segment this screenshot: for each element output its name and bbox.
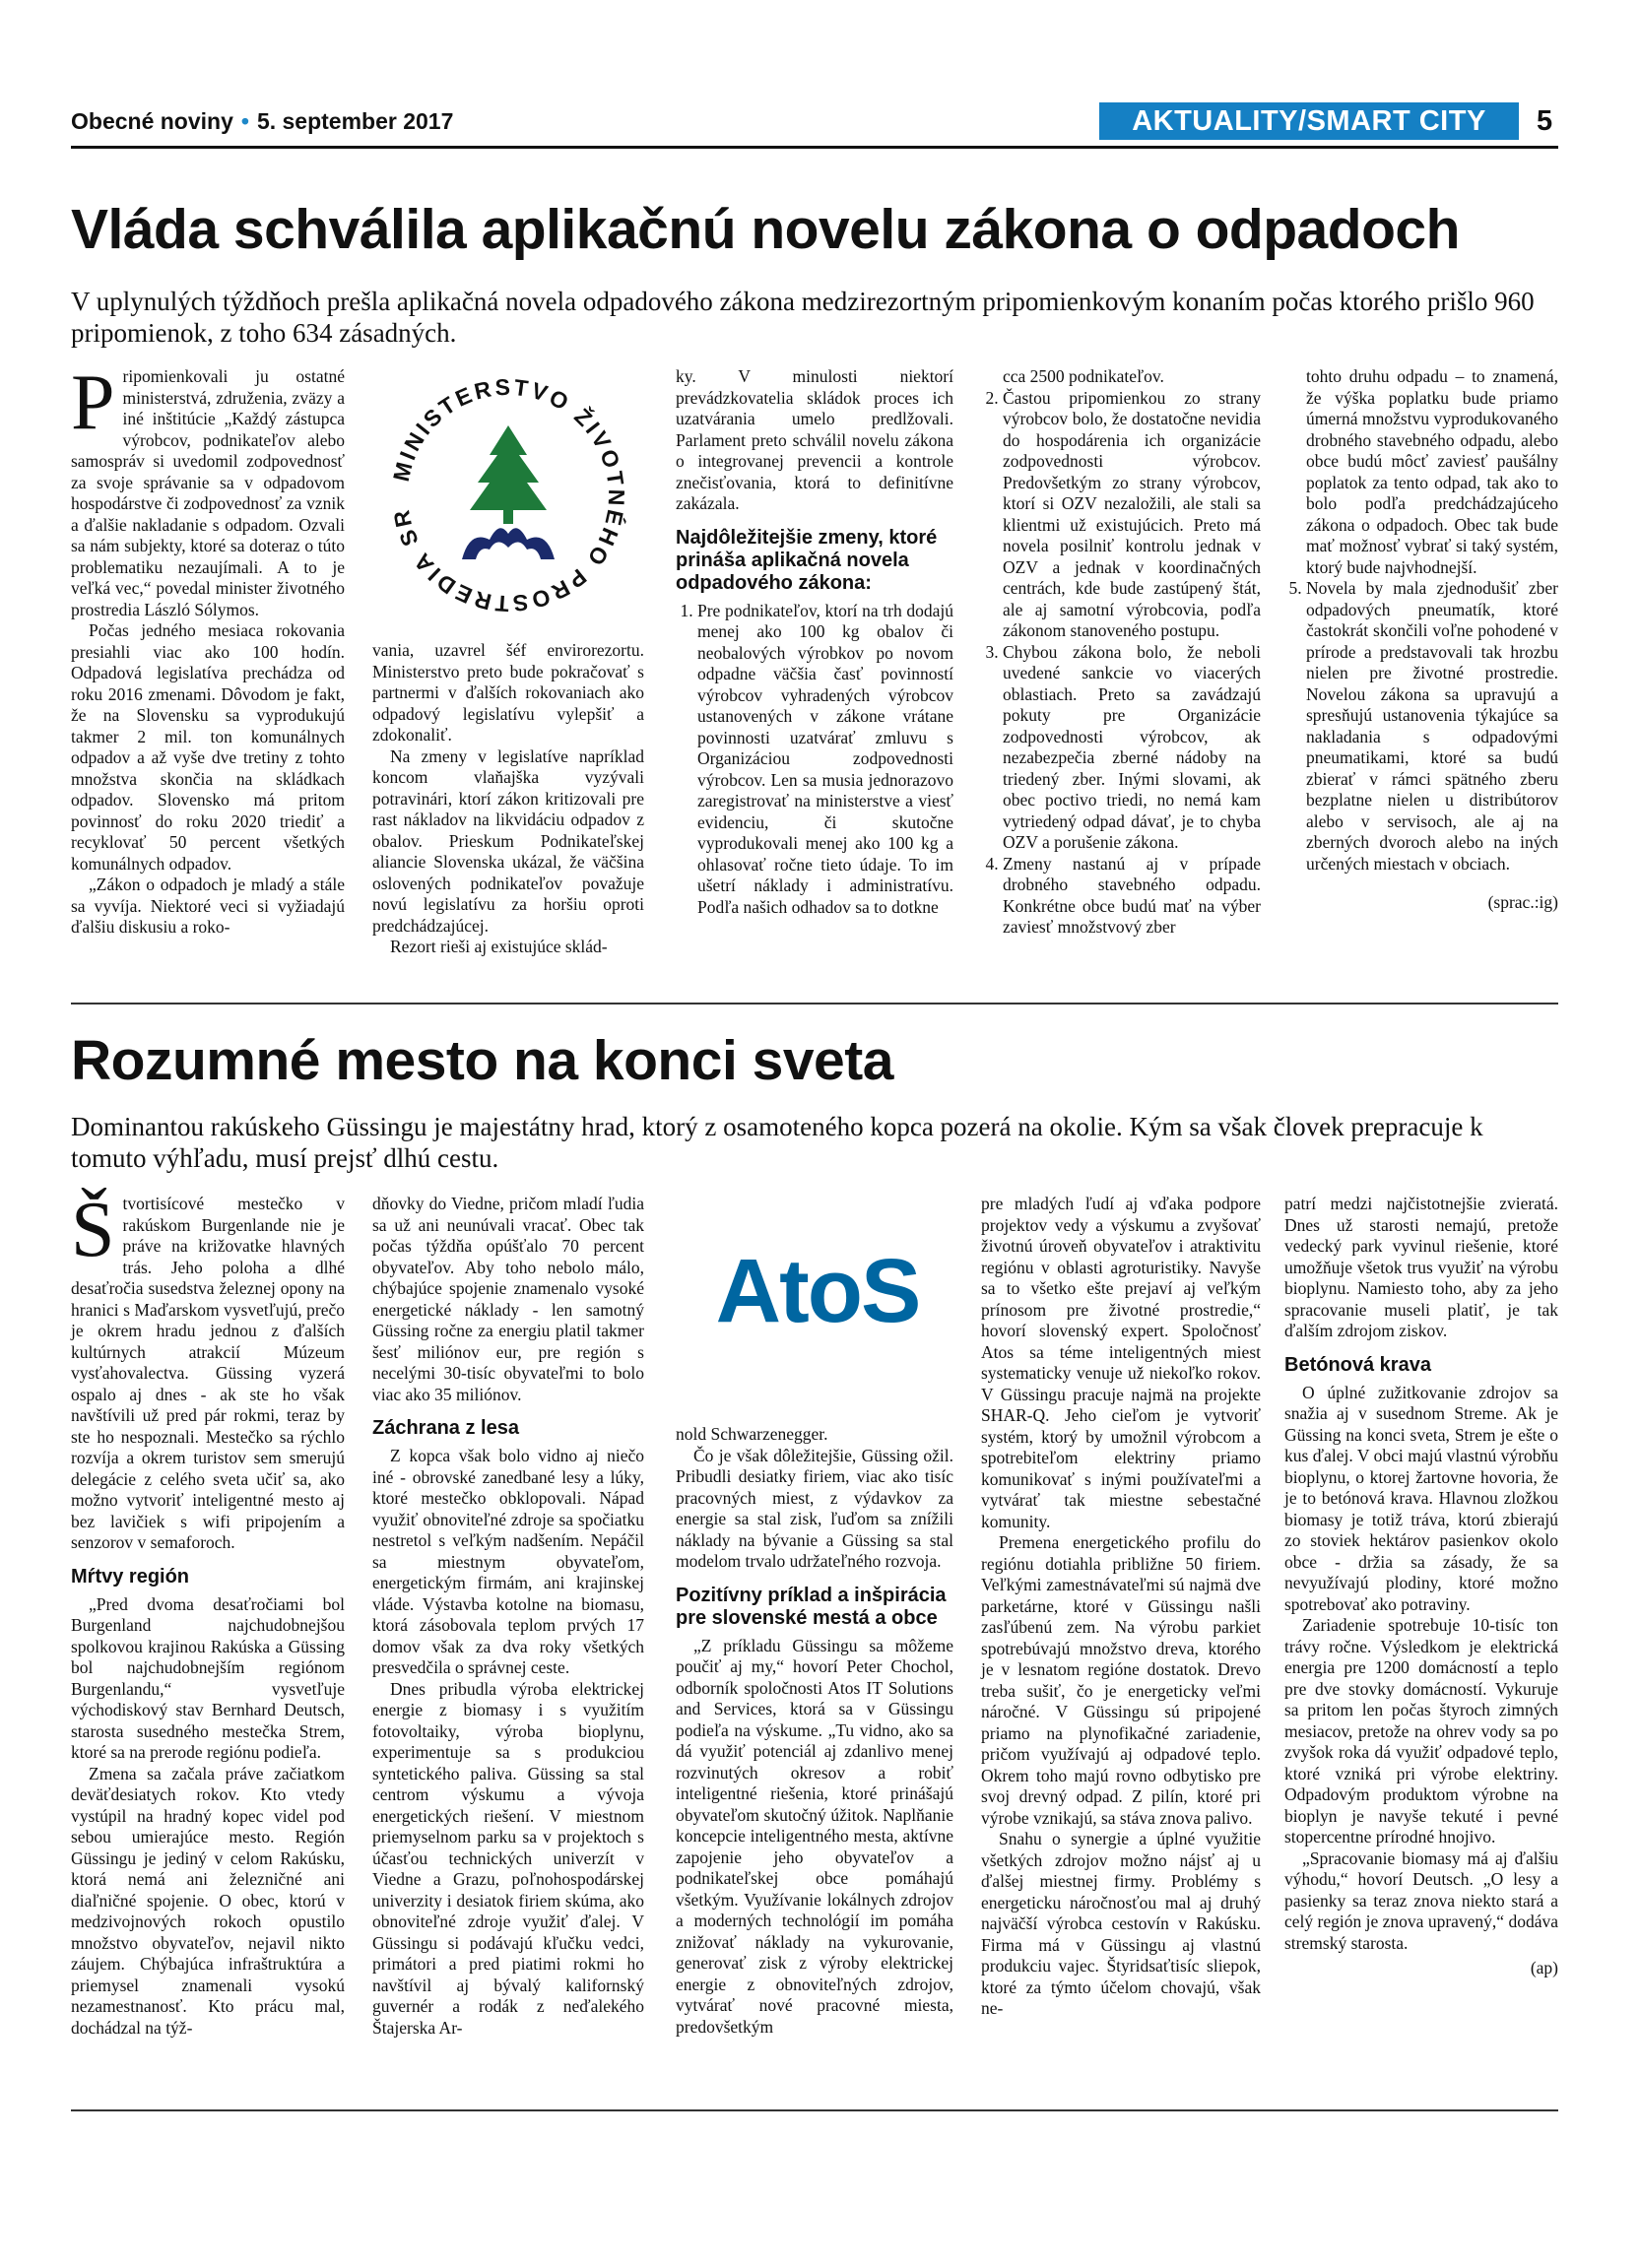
paragraph: Zariadenie spotrebuje 10-tisíc ton trávy ročne. Výsledkom je elektrická energia pre 1200 domácností a teplo pre dve stovky domácností. Vykuruje sa pritom len počas štyroch zimných mesiacov, pretože na ohrev vody sa po zvyšok roka dá využiť odpadové teplo, ktoré vzniká pri výrobe elektriny. Odpadovým produktom výrobne na bioplyn je navyše tekuté i pevné stopercentne prírodné hnojivo. [1284,1615,1558,1847]
subheading: Pozitívny príklad a inšpirácia pre slovenské mestá a obce [676,1584,947,1629]
paragraph: Čo je však dôležitejšie, Güssing ožil. Pribudli desiatky firiem, viac ako tisíc pracovných miest, z výdavkov za energie sa stal zisk, ľuďom sa znížili náklady na bývanie a Güssing sa stal modelom trvalo udržateľného rozvoja. [676,1445,953,1571]
paragraph: dňovky do Viedne, pričom mladí ľudia sa už ani neunúvali vracať. Obec tak počas týždňa opúšťalo 70 percent obyvateľov. Aby toho nebolo málo, chýbajúce spojenie znamenalo vysoké energetické náklady - len samotný Güssing ročne za energiu platil takmer šesť miliónov eur, pre región s necelými 30-tisíc obyvateľmi to bolo viac ako 35 miliónov. [372,1194,644,1404]
dropcap: P [71,359,115,446]
paragraph: ky. V minulosti niektorí prevádzkovatelia skládok proces ich uzatvárania umelo predlžovali. Parlament preto schválil novelu zákona o integrovanej prevencii a kontrole znečisťovania, ktorá to definitívne zakázala. [676,366,953,513]
issue-date: 5. september 2017 [256,108,454,134]
article2-column-4 [981,1194,1261,2020]
paragraph: Z kopca však bolo vidno aj niečo iné - obrovské zanedbané lesy a lúky, ktoré mestečko obklopovali. Nápad využiť obnoviteľné zdroje sa spočiatku nestretol s veľkým nadšením. Nepáčil sa miestnym obyvateľom, energetickým firmám, ani krajinskej vláde. Výstavba kotolne na biomasu, ktorá zásobovala teplom prvých 17 domov však za dva roky všetkých presvedčila o správnej ceste. [372,1446,644,1677]
author-credit: (sprac.:ig) [1487,892,1558,912]
paragraph: pre mladých ľudí aj vďaka podpore projektov vedy a výskumu a zvyšovať životnú úroveň obyvateľov i atraktivitu regiónu v oblasti agroturistiky. Navyše sa to všetko ešte prejaví aj veľkým prínosom pre životné prostredie,“ hovorí slovenský expert. Spoločnosť Atos sa téme inteligentných miest systematicky venuje už niekoľko rokov. V Güssingu pracuje najmä na projekte SHAR-Q. Jeho cieľom je vytvoriť systém, ktorý by umožnil výrobcom a spotrebiteľom elektriny priamo komunikovať s inými používateľmi a vytvárať tak miestne sebestačné komunity. [981,1194,1261,1531]
atos-logo [680,1211,955,1369]
paragraph: nold Schwarzenegger. [676,1424,828,1444]
subheading: Mŕtvy región [71,1565,190,1588]
paragraph: „Spracovanie biomasy má aj ďalšiu výhodu,“ hovorí Deutsch. „O lesy a pasienky sa teraz znova niekto stará a celý región je znova upravený,“ dodáva stremský starosta. [1284,1847,1558,1953]
section-tag: AKTUALITY/SMART CITY [1099,102,1519,140]
paragraph: tvortisícové mestečko v rakúskom Burgenlande nie je práve na križovatke hlavných trás. Jeho poloha a dlhé desaťročia susedstva železnej opony na hranici s Maďarskom vysvetľujú, prečo je okrem hradu jednou z ďalších kultúrnych atrakcií Múzeum vysťahovalectva. Güssing vyzerá ospalo aj dnes - ak ste ho však navštívili už pred pár rokmi, teraz by ste ho nespoznali. Mestečko sa rýchlo rozvíja a okrem turistov sem smerujú delegácie z celého sveta učiť sa, ako možno vytvoriť inteligentné mesto aj bez lavičiek s wifi pripojením a senzorov v semaforoch. [71,1194,345,1552]
article2-column-1 [71,1187,345,2039]
paragraph: Dnes pribudla výroba elektrickej energie z biomasy i s využitím fotovoltaiky, výroba bioplynu, experimentuje sa s produkciou syntetického paliva. Güssing sa stal centrom výskumu a vývoja energetických riešení. V miestnom priemyselnom parku sa v projektoch s účasťou technických univerzít v Viedne a Grazu, poľnohospodárskej univerzity i desiatok firiem skúma, ako obnoviteľné zdroje využiť ďalej. V Güssingu si podávajú kľučku vedci, primátori a pred piatimi rokmi ho navštívil aj bývalý kalifornský guvernér a rodák z neďalekého Štajerska Ar- [372,1678,644,2038]
paragraph: O úplné zužitkovanie zdrojov sa snažia aj v susednom Streme. Ak je Güssing na konci sveta, Strem je ešte o kus ďalej. V obci majú vlastnú výrobňu bioplynu, o ktorej žartovne hovoria, že je to betónová krava. Hlavnou zložkou biomasy je totiž tráva, ktorú zbierajú zo stoviek hektárov pasienkov okolo obce - držia sa zásady, že sa nevyužívajú plodiny, ktoré možno spotrebovať ako potraviny. [1284,1382,1558,1614]
header-rule [71,146,1558,149]
article1-headline: Vláda schválila aplikačnú novelu zákona o odpadoch [71,198,1460,261]
footer-rule [71,2109,1558,2111]
paragraph: „Zákon o odpadoch je mladý a stále sa vyvíja. Niektoré veci si vyžiadajú ďalšiu diskusiu a roko- [71,875,345,937]
article1-column-1 [71,359,345,939]
article-divider [71,1003,1558,1004]
paragraph: Rezort rieši aj existujúce sklád- [390,937,608,956]
subheading: Najdôležitejšie zmeny, ktoré prináša aplikačná novela odpadového zákona: [676,526,938,594]
paragraph: Na zmeny v legislatíve napríklad koncom vlaňajška vyzývali potravinári, ktorí zákon kritizovali pre rast nákladov na likvidáciu odpadov z obalov. Prieskum Podnikateľskej aliancie Slovenska ukázal, že väčšina oslovených podnikateľov považuje novú legislatívu za horšiu oproti predchádzajúcej. [372,745,644,936]
list-item: 4. Zmeny nastanú aj v prípade drobného stavebného odpadu. Konkrétne obce budú mať na výber zaviesť množstvový zber [1003,854,1261,939]
paragraph: Počas jedného mesiaca rokovania presiahli viac ako 100 hodín. Odpadová legislatíva prechádza od roku 2016 zmenami. Dôvodom je fakt, že na Slovensku sa vyprodukujú takmer 2 mil. ton komunálnych odpadov a až vyše dve tretiny z tohto množstva skončia na skládkach odpadov. Slovensko má pritom povinnosť do roku 2020 triediť a recyklovať 50 percent všetkých komunálnych odpadov. [71,620,345,874]
article2-lead: Dominantou rakúskeho Güssingu je majestátny hrad, ktorý z osamoteného kopca pozerá na okolie. Kým sa však človek prepracuje k tomuto výhľadu, musí prejsť dlhú cestu. [71,1112,1483,1173]
paragraph: tohto druhu odpadu – to znamená, že výška poplatku bude priamo úmerná množstvu vyprodukovaného drobného stavebného odpadu, alebo obce budú môcť zaviesť paušálny poplatok za tento odpad, tak ako to bolo podľa predchádzajúceho zákona o odpadoch. Obec tak bude mať možnosť vybrať si taký systém, ktorý bude najvhodnejší. [1306,366,1558,577]
article2-column-3 [676,1424,953,2038]
article1-column-3 [676,366,953,918]
svg-text:MINISTERSTVO ŽIVOTNÉHO PROSTRE: MINISTERSTVO ŽIVOTNÉHO PROSTREDIA SR [387,373,630,617]
masthead [71,108,453,135]
article1-lead: V uplynulých týždňoch prešla aplikačná novela odpadového zákona medzirezortným pripomienkovým konaním počas ktorého prišlo 960 pripomienok, z toho 634 zásadných. [71,287,1535,348]
article1-column-2 [372,640,644,958]
article1-column-5 [1284,366,1558,914]
article2-column-5 [1284,1194,1558,1979]
author-credit: (ap) [1530,1958,1558,1977]
article2-column-2 [372,1194,644,2039]
paragraph: „Z príkladu Güssingu sa môžeme poučiť aj my,“ hovorí Peter Chochol, odborník spoločnosti Atos IT Solutions and Services, ktorá sa v Güssingu podieľa na výskume. „Tu vidno, ako sa dá využiť potenciál aj zdanlivo menej rozvinutých okresov a robiť inteligentné riešenia, ktoré prinášajú obyvateľom skutočný úžitok. Naplňanie koncepcie inteligentného mesta, aktívne zapojenie jeho obyvateľov a podnikateľskej obce pomáhajú všetkým. Využívanie lokálnych zdrojov a moderných technológií im pomáha znižovať náklady na vykurovanie, generovať zisk z výroby elektrickej energie z obnoviteľných zdrojov, vytvárať nové pracovné miesta, predovšetkým [676,1635,953,2037]
paragraph: Premena energetického profilu do regiónu dotiahla približne 50 firiem. Veľkými zamestnávateľmi sú najmä dve parketárne, ktoré v Güssingu našli zasľúbenú zem. Na výrobu parkiet spotrebúvajú množstvo dreva, ktorého je v lesnatom regióne dostatok. Drevo treba sušiť, čo je energeticky veľmi náročné. V Güssingu sú pripojené priamo na plynofikačné zariadenie, pričom využívajú aj odpadové teplo. Okrem toho majú rovno odbytisko pre svoj drevný odpad. Z pilín, ktoré pri výrobe vznikajú, sa stáva znova palivo. [981,1532,1261,1828]
svg-text:AtoS: AtoS [715,1241,920,1341]
list-item: 2. Častou pripomienkou zo strany výrobcov bolo, že dostatočne nevidia do hospodárenia ich organizácie zodpovednosti výrobcov. Predovšetkým zo strany výrobcov, ktorí si OZV nezaložili, ale stali sa klientmi už existujúcich. Preto má novela posilniť kontrolu jednak v OZV a jednak v koordinačných centrách, kde bude zastúpený štát, ale aj samotní výrobcovia, podľa zákonom stanoveného postupu. [1003,388,1261,642]
page-number: 5 [1537,105,1553,137]
paragraph: „Pred dvoma desaťročiami bol Burgenland najchudobnejšou spolkovou krajinou Rakúska a Güssing bol najchudobnejším regiónom Burgenlandu,“ vysvetľuje východiskový stav Bernhard Deutsch, starosta susedného mestečka Strem, ktoré sa na prerode regiónu podieľa. [71,1593,345,1762]
paragraph: Zmena sa začala práve začiatkom deväťdesiatych rokov. Kto vtedy vystúpil na hradný kopec videl pod sebou umierajúce mesto. Región Güssingu je jediný v celom Rakúsku, ktorá nemá ani železničné ani diaľničné spojenie. O obec, ktorú v medzivojnových rokoch opustilo množstvo obyvateľov, nejavil nikto záujem. Chýbajúca infraštruktúra a priemysel znamenali vysokú nezamestnanosť. Kto prácu mal, dochádzal na týž- [71,1763,345,2038]
subheading: Záchrana z lesa [372,1417,519,1439]
paper-name: Obecné noviny [71,108,233,134]
list-item: 3. Chybou zákona bolo, že neboli uvedené sankcie vo viacerých oblastiach. Preto sa zavádzajú pokuty pre Organizácie zodpovednosti výrobcov, ak nezabezpečia zberné nádoby na triedený zber. Inými slovami, ak obec poctivo triedi, no nemá kam vytriedený odpad dávať, je to chyba OZV a porušenie zákona. [1003,642,1261,854]
ministry-logo-icon [379,366,637,624]
subheading: Betónová krava [1284,1353,1431,1376]
article2-headline: Rozumné mesto na konci sveta [71,1029,893,1092]
paragraph: patrí medzi najčistotnejšie zvieratá. Dnes už starosti nemajú, pretože vedecký park vyvinul riešenie, ktoré umožňuje všetok trus využiť na výrobu bioplynu. Namiesto toho, aby za jeho spracovanie museli platiť, je tak ďalším zdrojom ziskov. [1284,1194,1558,1340]
list-item: 5. Novela by mala zjednodušiť zber odpadových pneumatík, ktoré častokrát skončili voľne pohodené v prírode a predstavovali tak hrozbu nielen pre životné prostredie. Novelou zákona sa upravujú a spresňujú ustanovenia týkajúce sa nakladania s odpadovými pneumatikami, ktoré sa budú zbierať v rámci spätného zberu bezplatne nielen u distribútorov alebo v servisoch, ale aj na zberných dvoroch alebo na iných určených miestach v obciach. [1306,578,1558,875]
separator-dot: • [240,108,249,134]
paragraph: cca 2500 podnikateľov. [1003,366,1164,386]
list-item: 1. Pre podnikateľov, ktorí na trh dodajú menej ako 100 kg obalov či neobalových výrobkov po novom odpadne väčšia časť povinností výrobcov vyhradených výrobcov ustanovených v zákone vrátane povinnosti uzatvárať zmluvu s Organizáciou zodpovednosti výrobcov. Len sa musia jednorazovo zaregistrovať na ministerstve a viesť evidenciu, či skutočne vyprodukovali menej ako 100 kg a ohlasovať ročne tieto údaje. To im ušetrí náklady i administratívu. Podľa našich odhadov sa to dotkne [697,601,953,919]
ministry-logo [379,366,637,624]
dropcap: Š [71,1187,115,1273]
atos-logo-icon [680,1211,955,1369]
article1-column-4 [981,366,1261,939]
paragraph: Snahu o synergie a úplné využitie všetkých zdrojov možno nájsť aj u ďalšej miestnej firmy. Problémy s energeticku náročnosťou mal aj druhý najväčší výrobca cestovín v Rakúsku. Firma má v Güssingu aj vlastnú produkciu vajec. Štyridsaťtisíc sliepok, ktoré za týmto účelom chovajú, však ne- [981,1829,1261,2018]
paragraph: vania, uzavrel šéf envirorezortu. Ministerstvo preto bude pokračovať s partnermi v ďalších rokovaniach ako odpadový legislatívu vylepšiť a zdokonaliť. [372,640,644,745]
paragraph: ripomienkovali ju ostatné ministerstvá, združenia, zväzy a iné inštitúcie „Každý zástupca výrobcov, podnikateľov alebo samospráv si uvedomil zodpovednosť za svoje správanie sa v odpadovom hospodárstve či zodpovednosť za vznik a ďalšie nakladanie s odpadom. Ozvali sa nám subjekty, ktoré sa doteraz o túto problematiku nezaujímali. A to je veľká vec,“ povedal minister životného prostredia László Sólymos. [71,366,345,619]
